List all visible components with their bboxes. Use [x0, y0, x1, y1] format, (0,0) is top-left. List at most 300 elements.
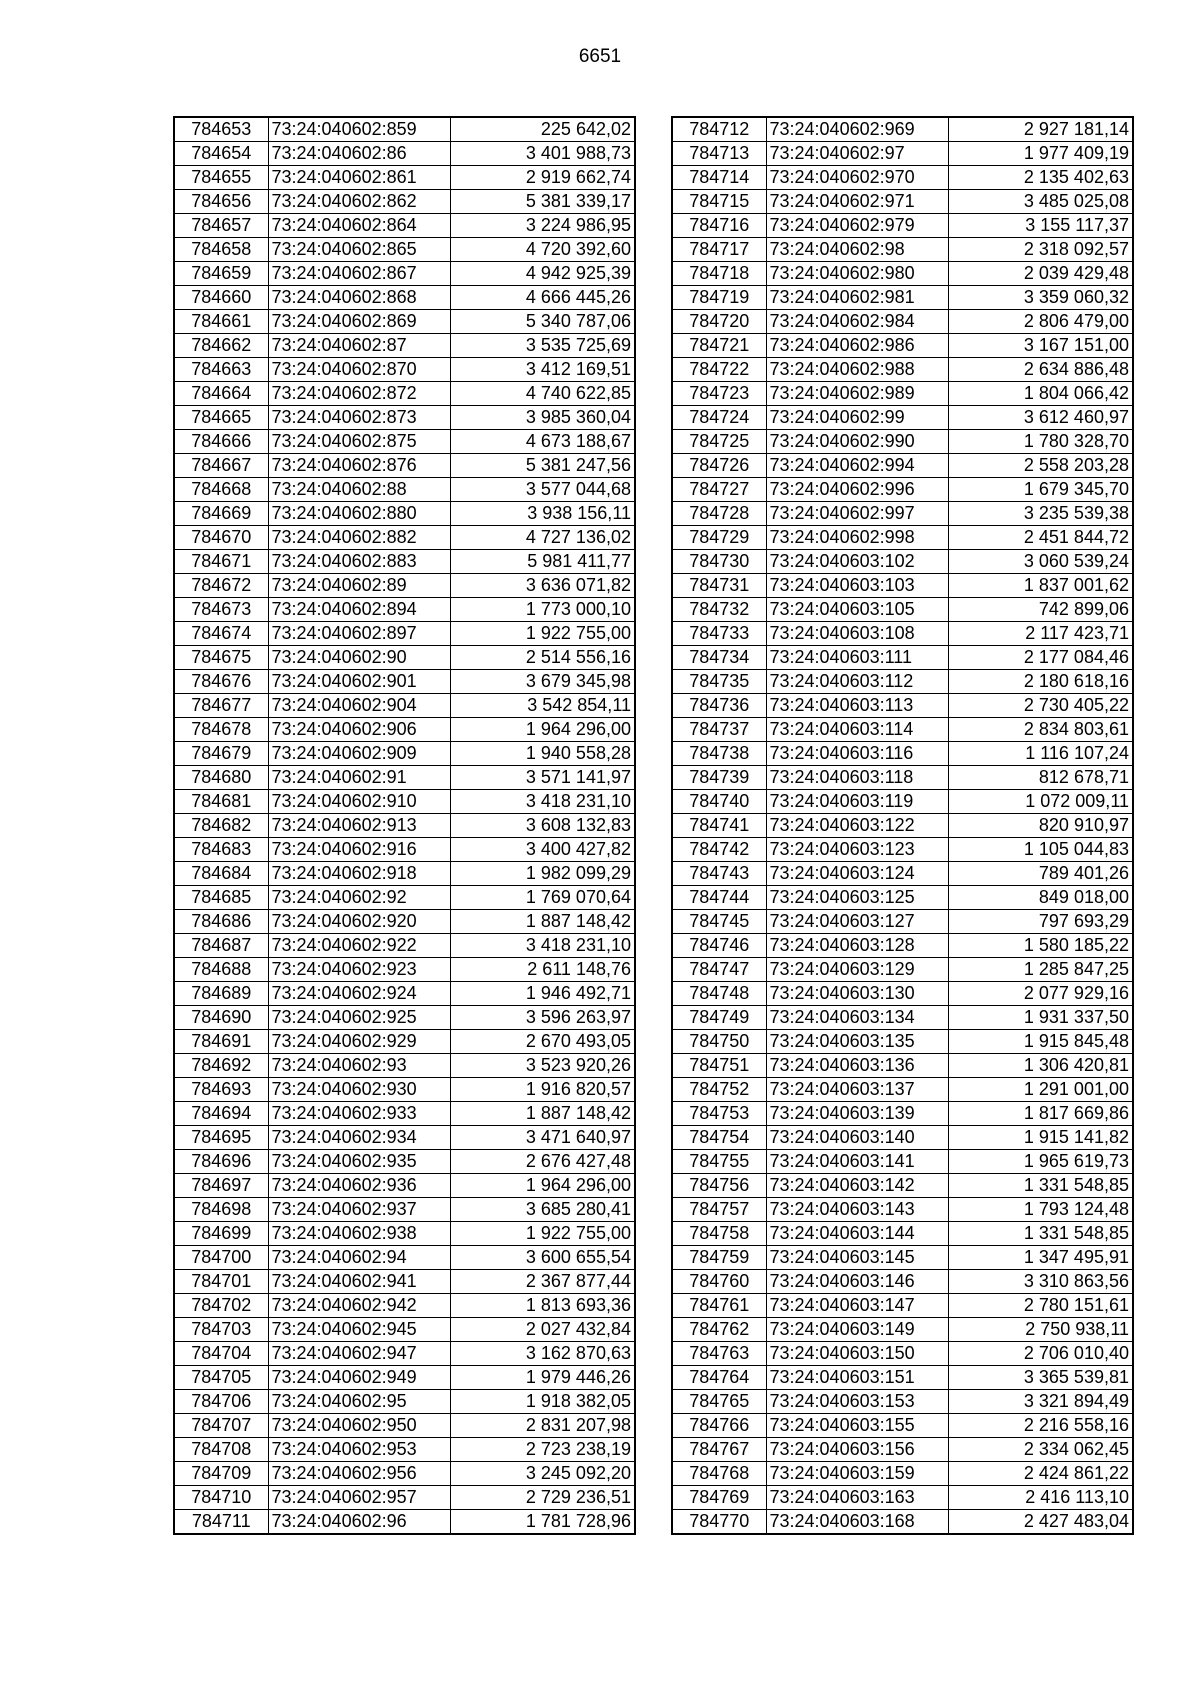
- row-number-cell: 784688: [174, 958, 268, 982]
- table-row: [174, 1414, 635, 1438]
- cadastral-number-cell: 73:24:040602:867: [268, 262, 450, 286]
- table-row: [174, 886, 635, 910]
- cadastral-value-cell: 5 381 247,56: [450, 454, 635, 478]
- table-row: [672, 1342, 1133, 1366]
- cadastral-value-cell: 2 367 877,44: [450, 1270, 635, 1294]
- row-number-cell: 784678: [174, 718, 268, 742]
- cadastral-value-cell: 2 177 084,46: [948, 646, 1133, 670]
- page-number: 6651: [578, 46, 622, 67]
- row-number-cell: 784754: [672, 1126, 766, 1150]
- cadastral-value-cell: 3 571 141,97: [450, 766, 635, 790]
- cadastral-value-cell: 2 729 236,51: [450, 1486, 635, 1510]
- row-number-cell: 784750: [672, 1030, 766, 1054]
- row-number-cell: 784659: [174, 262, 268, 286]
- table-row: [174, 1054, 635, 1078]
- row-number-cell: 784674: [174, 622, 268, 646]
- table-row: [174, 286, 635, 310]
- table-row: [174, 1222, 635, 1246]
- cadastral-value-cell: 2 451 844,72: [948, 526, 1133, 550]
- cadastral-value-cell: 1 773 000,10: [450, 598, 635, 622]
- table-row: [174, 262, 635, 286]
- cadastral-number-cell: 73:24:040603:103: [766, 574, 948, 598]
- cadastral-number-cell: 73:24:040602:969: [766, 117, 948, 142]
- cadastral-number-cell: 73:24:040602:945: [268, 1318, 450, 1342]
- table-row: [174, 382, 635, 406]
- cadastral-number-cell: 73:24:040603:140: [766, 1126, 948, 1150]
- row-number-cell: 784685: [174, 886, 268, 910]
- row-number-cell: 784737: [672, 718, 766, 742]
- cadastral-value-cell: 2 135 402,63: [948, 166, 1133, 190]
- cadastral-value-cell: 3 612 460,97: [948, 406, 1133, 430]
- cadastral-value-cell: 3 685 280,41: [450, 1198, 635, 1222]
- cadastral-number-cell: 73:24:040602:920: [268, 910, 450, 934]
- row-number-cell: 784660: [174, 286, 268, 310]
- cadastral-value-cell: 849 018,00: [948, 886, 1133, 910]
- cadastral-number-cell: 73:24:040602:90: [268, 646, 450, 670]
- row-number-cell: 784709: [174, 1462, 268, 1486]
- cadastral-number-cell: 73:24:040603:111: [766, 646, 948, 670]
- row-number-cell: 784657: [174, 214, 268, 238]
- row-number-cell: 784669: [174, 502, 268, 526]
- table-row: [174, 334, 635, 358]
- row-number-cell: 784704: [174, 1342, 268, 1366]
- table-row: [672, 1198, 1133, 1222]
- row-number-cell: 784667: [174, 454, 268, 478]
- cadastral-value-cell: 1 915 845,48: [948, 1030, 1133, 1054]
- cadastral-number-cell: 73:24:040603:159: [766, 1462, 948, 1486]
- row-number-cell: 784742: [672, 838, 766, 862]
- row-number-cell: 784733: [672, 622, 766, 646]
- table-row: [174, 1342, 635, 1366]
- cadastral-value-cell: 4 727 136,02: [450, 526, 635, 550]
- table-row: [672, 406, 1133, 430]
- table-row: [174, 238, 635, 262]
- cadastral-number-cell: 73:24:040602:86: [268, 142, 450, 166]
- table-row: [174, 1270, 635, 1294]
- table-row: [672, 550, 1133, 574]
- cadastral-number-cell: 73:24:040603:128: [766, 934, 948, 958]
- table-row: [174, 694, 635, 718]
- row-number-cell: 784717: [672, 238, 766, 262]
- row-number-cell: 784673: [174, 598, 268, 622]
- row-number-cell: 784757: [672, 1198, 766, 1222]
- cadastral-number-cell: 73:24:040603:142: [766, 1174, 948, 1198]
- table-row: [672, 262, 1133, 286]
- cadastral-number-cell: 73:24:040602:990: [766, 430, 948, 454]
- row-number-cell: 784766: [672, 1414, 766, 1438]
- table-row: [672, 454, 1133, 478]
- row-number-cell: 784728: [672, 502, 766, 526]
- table-row: [672, 1246, 1133, 1270]
- table-row: [672, 886, 1133, 910]
- row-number-cell: 784740: [672, 790, 766, 814]
- table-row: [672, 1006, 1133, 1030]
- row-number-cell: 784730: [672, 550, 766, 574]
- cadastral-number-cell: 73:24:040602:935: [268, 1150, 450, 1174]
- table-row: [672, 1510, 1133, 1535]
- cadastral-value-cell: 1 331 548,85: [948, 1174, 1133, 1198]
- cadastral-number-cell: 73:24:040602:864: [268, 214, 450, 238]
- cadastral-number-cell: 73:24:040602:861: [268, 166, 450, 190]
- cadastral-value-cell: 1 982 099,29: [450, 862, 635, 886]
- cadastral-number-cell: 73:24:040602:997: [766, 502, 948, 526]
- cadastral-value-cell: 3 608 132,83: [450, 814, 635, 838]
- table-row: [672, 814, 1133, 838]
- cadastral-number-cell: 73:24:040602:984: [766, 310, 948, 334]
- table-row: [174, 1078, 635, 1102]
- cadastral-value-cell: 3 596 263,97: [450, 1006, 635, 1030]
- row-number-cell: 784716: [672, 214, 766, 238]
- cadastral-value-cell: 1 918 382,05: [450, 1390, 635, 1414]
- table-row: [174, 1126, 635, 1150]
- table-row: [672, 1366, 1133, 1390]
- cadastral-number-cell: 73:24:040602:865: [268, 238, 450, 262]
- table-row: [174, 478, 635, 502]
- row-number-cell: 784699: [174, 1222, 268, 1246]
- row-number-cell: 784714: [672, 166, 766, 190]
- cadastral-number-cell: 73:24:040602:941: [268, 1270, 450, 1294]
- cadastral-value-table-right: [671, 116, 1134, 1535]
- cadastral-value-cell: 797 693,29: [948, 910, 1133, 934]
- table-row: [174, 958, 635, 982]
- table-row: [672, 1462, 1133, 1486]
- cadastral-value-cell: 2 027 432,84: [450, 1318, 635, 1342]
- cadastral-value-cell: 4 942 925,39: [450, 262, 635, 286]
- cadastral-value-cell: 1 922 755,00: [450, 622, 635, 646]
- cadastral-value-cell: 1 977 409,19: [948, 142, 1133, 166]
- table-row: [672, 1390, 1133, 1414]
- table-row: [672, 982, 1133, 1006]
- cadastral-number-cell: 73:24:040602:925: [268, 1006, 450, 1030]
- cadastral-value-cell: 2 670 493,05: [450, 1030, 635, 1054]
- cadastral-value-cell: 3 060 539,24: [948, 550, 1133, 574]
- table-row: [672, 958, 1133, 982]
- row-number-cell: 784762: [672, 1318, 766, 1342]
- cadastral-number-cell: 73:24:040602:96: [268, 1510, 450, 1535]
- table-row: [174, 742, 635, 766]
- cadastral-number-cell: 73:24:040602:913: [268, 814, 450, 838]
- cadastral-value-cell: 2 780 151,61: [948, 1294, 1133, 1318]
- row-number-cell: 784729: [672, 526, 766, 550]
- row-number-cell: 784677: [174, 694, 268, 718]
- row-number-cell: 784712: [672, 117, 766, 142]
- cadastral-value-cell: 2 180 618,16: [948, 670, 1133, 694]
- table-row: [174, 838, 635, 862]
- cadastral-number-cell: 73:24:040603:151: [766, 1366, 948, 1390]
- cadastral-number-cell: 73:24:040602:986: [766, 334, 948, 358]
- cadastral-number-cell: 73:24:040603:147: [766, 1294, 948, 1318]
- table-row: [672, 1414, 1133, 1438]
- cadastral-value-cell: 3 365 539,81: [948, 1366, 1133, 1390]
- row-number-cell: 784687: [174, 934, 268, 958]
- cadastral-value-cell: 5 981 411,77: [450, 550, 635, 574]
- row-number-cell: 784692: [174, 1054, 268, 1078]
- row-number-cell: 784749: [672, 1006, 766, 1030]
- table-row: [672, 694, 1133, 718]
- table-row: [672, 670, 1133, 694]
- cadastral-number-cell: 73:24:040603:116: [766, 742, 948, 766]
- table-row: [672, 286, 1133, 310]
- table-row: [174, 502, 635, 526]
- cadastral-number-cell: 73:24:040602:923: [268, 958, 450, 982]
- table-row: [672, 1486, 1133, 1510]
- cadastral-value-cell: 3 485 025,08: [948, 190, 1133, 214]
- row-number-cell: 784738: [672, 742, 766, 766]
- table-row: [174, 142, 635, 166]
- table-row: [672, 742, 1133, 766]
- table-row: [672, 526, 1133, 550]
- cadastral-number-cell: 73:24:040602:882: [268, 526, 450, 550]
- cadastral-value-cell: 1 946 492,71: [450, 982, 635, 1006]
- cadastral-number-cell: 73:24:040603:118: [766, 766, 948, 790]
- cadastral-number-cell: 73:24:040603:134: [766, 1006, 948, 1030]
- cadastral-number-cell: 73:24:040603:135: [766, 1030, 948, 1054]
- cadastral-number-cell: 73:24:040602:930: [268, 1078, 450, 1102]
- cadastral-value-cell: 2 318 092,57: [948, 238, 1133, 262]
- table-row: [174, 574, 635, 598]
- cadastral-value-cell: 2 730 405,22: [948, 694, 1133, 718]
- cadastral-value-cell: 2 634 886,48: [948, 358, 1133, 382]
- cadastral-value-cell: 3 542 854,11: [450, 694, 635, 718]
- table-row: [174, 1150, 635, 1174]
- row-number-cell: 784765: [672, 1390, 766, 1414]
- cadastral-number-cell: 73:24:040602:918: [268, 862, 450, 886]
- cadastral-number-cell: 73:24:040603:155: [766, 1414, 948, 1438]
- table-row: [174, 790, 635, 814]
- row-number-cell: 784676: [174, 670, 268, 694]
- row-number-cell: 784702: [174, 1294, 268, 1318]
- cadastral-value-cell: 3 412 169,51: [450, 358, 635, 382]
- cadastral-value-cell: 1 964 296,00: [450, 1174, 635, 1198]
- table-row: [174, 166, 635, 190]
- cadastral-number-cell: 73:24:040602:981: [766, 286, 948, 310]
- cadastral-number-cell: 73:24:040602:97: [766, 142, 948, 166]
- row-number-cell: 784713: [672, 142, 766, 166]
- cadastral-value-cell: 3 577 044,68: [450, 478, 635, 502]
- row-number-cell: 784684: [174, 862, 268, 886]
- cadastral-number-cell: 73:24:040602:904: [268, 694, 450, 718]
- cadastral-number-cell: 73:24:040602:894: [268, 598, 450, 622]
- cadastral-value-cell: 3 401 988,73: [450, 142, 635, 166]
- cadastral-number-cell: 73:24:040602:870: [268, 358, 450, 382]
- row-number-cell: 784670: [174, 526, 268, 550]
- cadastral-value-cell: 3 167 151,00: [948, 334, 1133, 358]
- cadastral-value-cell: 1 291 001,00: [948, 1078, 1133, 1102]
- cadastral-value-cell: 4 673 188,67: [450, 430, 635, 454]
- cadastral-value-cell: 225 642,02: [450, 117, 635, 142]
- cadastral-number-cell: 73:24:040602:980: [766, 262, 948, 286]
- row-number-cell: 784751: [672, 1054, 766, 1078]
- table-row: [672, 358, 1133, 382]
- table-row: [174, 934, 635, 958]
- row-number-cell: 784705: [174, 1366, 268, 1390]
- cadastral-number-cell: 73:24:040602:91: [268, 766, 450, 790]
- table-row: [672, 1054, 1133, 1078]
- cadastral-number-cell: 73:24:040602:875: [268, 430, 450, 454]
- cadastral-number-cell: 73:24:040602:924: [268, 982, 450, 1006]
- table-row: [174, 190, 635, 214]
- cadastral-value-cell: 2 611 148,76: [450, 958, 635, 982]
- cadastral-number-cell: 73:24:040602:956: [268, 1462, 450, 1486]
- cadastral-value-cell: 3 245 092,20: [450, 1462, 635, 1486]
- table-row: [672, 1150, 1133, 1174]
- table-row: [174, 982, 635, 1006]
- cadastral-number-cell: 73:24:040602:93: [268, 1054, 450, 1078]
- cadastral-number-cell: 73:24:040602:87: [268, 334, 450, 358]
- cadastral-number-cell: 73:24:040603:163: [766, 1486, 948, 1510]
- cadastral-number-cell: 73:24:040602:979: [766, 214, 948, 238]
- cadastral-number-cell: 73:24:040603:139: [766, 1102, 948, 1126]
- table-row: [174, 1198, 635, 1222]
- row-number-cell: 784756: [672, 1174, 766, 1198]
- row-number-cell: 784732: [672, 598, 766, 622]
- table-row: [174, 1438, 635, 1462]
- cadastral-value-cell: 1 817 669,86: [948, 1102, 1133, 1126]
- row-number-cell: 784715: [672, 190, 766, 214]
- cadastral-value-cell: 3 162 870,63: [450, 1342, 635, 1366]
- row-number-cell: 784741: [672, 814, 766, 838]
- table-row: [672, 838, 1133, 862]
- cadastral-value-cell: 3 600 655,54: [450, 1246, 635, 1270]
- cadastral-number-cell: 73:24:040602:998: [766, 526, 948, 550]
- row-number-cell: 784666: [174, 430, 268, 454]
- row-number-cell: 784708: [174, 1438, 268, 1462]
- cadastral-value-cell: 3 418 231,10: [450, 790, 635, 814]
- cadastral-number-cell: 73:24:040602:933: [268, 1102, 450, 1126]
- table-row: [174, 1510, 635, 1535]
- cadastral-number-cell: 73:24:040603:112: [766, 670, 948, 694]
- cadastral-number-cell: 73:24:040603:168: [766, 1510, 948, 1535]
- cadastral-number-cell: 73:24:040603:130: [766, 982, 948, 1006]
- table-row: [174, 358, 635, 382]
- row-number-cell: 784696: [174, 1150, 268, 1174]
- table-row: [672, 502, 1133, 526]
- table-row: [174, 814, 635, 838]
- cadastral-number-cell: 73:24:040603:156: [766, 1438, 948, 1462]
- table-row: [672, 238, 1133, 262]
- cadastral-number-cell: 73:24:040603:143: [766, 1198, 948, 1222]
- cadastral-value-cell: 1 887 148,42: [450, 1102, 635, 1126]
- cadastral-number-cell: 73:24:040602:869: [268, 310, 450, 334]
- cadastral-value-cell: 2 831 207,98: [450, 1414, 635, 1438]
- row-number-cell: 784695: [174, 1126, 268, 1150]
- row-number-cell: 784746: [672, 934, 766, 958]
- table-row: [672, 622, 1133, 646]
- cadastral-value-cell: 2 834 803,61: [948, 718, 1133, 742]
- table-row: [672, 862, 1133, 886]
- cadastral-number-cell: 73:24:040602:950: [268, 1414, 450, 1438]
- cadastral-value-cell: 3 418 231,10: [450, 934, 635, 958]
- table-row: [672, 1438, 1133, 1462]
- cadastral-value-cell: 1 347 495,91: [948, 1246, 1133, 1270]
- cadastral-number-cell: 73:24:040602:872: [268, 382, 450, 406]
- cadastral-number-cell: 73:24:040603:123: [766, 838, 948, 862]
- row-number-cell: 784700: [174, 1246, 268, 1270]
- cadastral-value-cell: 1 965 619,73: [948, 1150, 1133, 1174]
- row-number-cell: 784691: [174, 1030, 268, 1054]
- cadastral-number-cell: 73:24:040602:876: [268, 454, 450, 478]
- cadastral-value-cell: 1 804 066,42: [948, 382, 1133, 406]
- cadastral-value-cell: 2 416 113,10: [948, 1486, 1133, 1510]
- row-number-cell: 784758: [672, 1222, 766, 1246]
- table-row: [672, 1102, 1133, 1126]
- cadastral-number-cell: 73:24:040603:145: [766, 1246, 948, 1270]
- table-row: [174, 862, 635, 886]
- table-row: [174, 1318, 635, 1342]
- cadastral-number-cell: 73:24:040603:122: [766, 814, 948, 838]
- cadastral-number-cell: 73:24:040602:88: [268, 478, 450, 502]
- row-number-cell: 784726: [672, 454, 766, 478]
- row-number-cell: 784770: [672, 1510, 766, 1535]
- row-number-cell: 784683: [174, 838, 268, 862]
- row-number-cell: 784739: [672, 766, 766, 790]
- table-row: [174, 1102, 635, 1126]
- table-row: [174, 718, 635, 742]
- cadastral-number-cell: 73:24:040603:150: [766, 1342, 948, 1366]
- cadastral-value-cell: 3 523 920,26: [450, 1054, 635, 1078]
- cadastral-number-cell: 73:24:040602:906: [268, 718, 450, 742]
- cadastral-value-cell: 2 806 479,00: [948, 310, 1133, 334]
- table-row: [672, 1294, 1133, 1318]
- row-number-cell: 784672: [174, 574, 268, 598]
- row-number-cell: 784681: [174, 790, 268, 814]
- cadastral-number-cell: 73:24:040602:99: [766, 406, 948, 430]
- table-row: [174, 646, 635, 670]
- cadastral-number-cell: 73:24:040603:136: [766, 1054, 948, 1078]
- row-number-cell: 784769: [672, 1486, 766, 1510]
- table-row: [672, 478, 1133, 502]
- cadastral-value-cell: 2 676 427,48: [450, 1150, 635, 1174]
- row-number-cell: 784665: [174, 406, 268, 430]
- cadastral-number-cell: 73:24:040603:146: [766, 1270, 948, 1294]
- row-number-cell: 784718: [672, 262, 766, 286]
- table-row: [174, 622, 635, 646]
- cadastral-value-cell: 3 155 117,37: [948, 214, 1133, 238]
- row-number-cell: 784719: [672, 286, 766, 310]
- cadastral-number-cell: 73:24:040602:92: [268, 886, 450, 910]
- cadastral-number-cell: 73:24:040602:98: [766, 238, 948, 262]
- row-number-cell: 784760: [672, 1270, 766, 1294]
- cadastral-number-cell: 73:24:040602:897: [268, 622, 450, 646]
- cadastral-value-cell: 2 706 010,40: [948, 1342, 1133, 1366]
- row-number-cell: 784744: [672, 886, 766, 910]
- row-number-cell: 784690: [174, 1006, 268, 1030]
- cadastral-value-cell: 1 580 185,22: [948, 934, 1133, 958]
- cadastral-value-cell: 1 940 558,28: [450, 742, 635, 766]
- cadastral-value-cell: 5 381 339,17: [450, 190, 635, 214]
- cadastral-number-cell: 73:24:040602:901: [268, 670, 450, 694]
- cadastral-value-cell: 2 424 861,22: [948, 1462, 1133, 1486]
- cadastral-number-cell: 73:24:040602:970: [766, 166, 948, 190]
- row-number-cell: 784752: [672, 1078, 766, 1102]
- table-row: [174, 214, 635, 238]
- cadastral-number-cell: 73:24:040603:124: [766, 862, 948, 886]
- row-number-cell: 784686: [174, 910, 268, 934]
- cadastral-value-cell: 1 916 820,57: [450, 1078, 635, 1102]
- cadastral-value-cell: 3 535 725,69: [450, 334, 635, 358]
- row-number-cell: 784658: [174, 238, 268, 262]
- cadastral-number-cell: 73:24:040602:936: [268, 1174, 450, 1198]
- cadastral-value-cell: 3 235 539,38: [948, 502, 1133, 526]
- cadastral-number-cell: 73:24:040603:114: [766, 718, 948, 742]
- cadastral-value-cell: 1 769 070,64: [450, 886, 635, 910]
- row-number-cell: 784763: [672, 1342, 766, 1366]
- cadastral-number-cell: 73:24:040602:873: [268, 406, 450, 430]
- cadastral-number-cell: 73:24:040602:938: [268, 1222, 450, 1246]
- cadastral-number-cell: 73:24:040602:957: [268, 1486, 450, 1510]
- cadastral-value-cell: 820 910,97: [948, 814, 1133, 838]
- table-row: [672, 1318, 1133, 1342]
